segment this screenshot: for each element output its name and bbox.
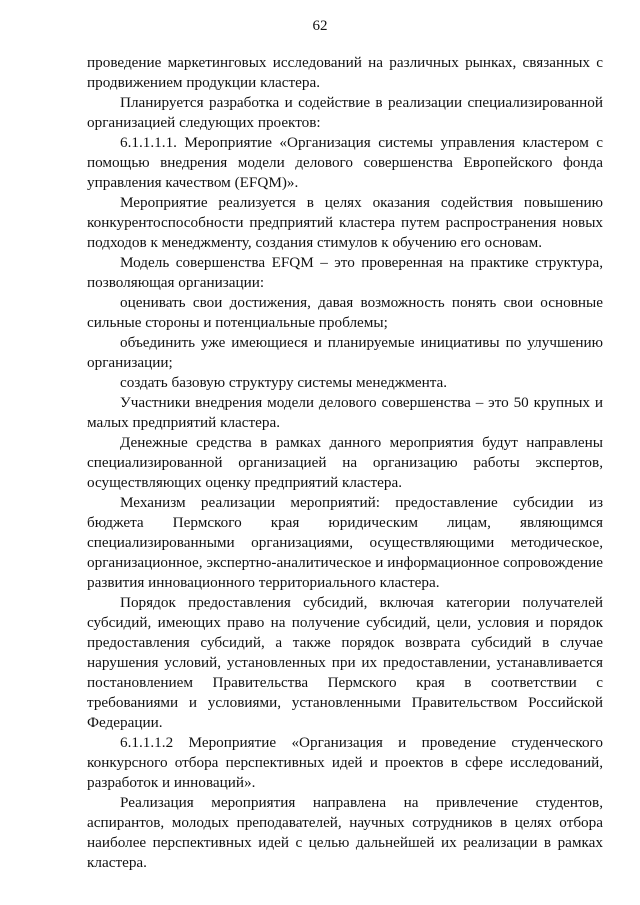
paragraph-item-6-1-1-1-2: 6.1.1.1.2 Мероприятие «Организация и проведение студенческого конкурсного отбора перспективных идей и проектов в сфере исследований, разработок и инноваций». [87,734,603,791]
list-item-combine: объединить уже имеющиеся и планируемые инициативы по улучшению организации; [87,334,603,371]
paragraph-efqm-definition: Модель совершенства EFQM – это проверенная на практике структура, позволяющая организации: [87,254,603,291]
paragraph-participants: Участники внедрения модели делового совершенства – это 50 крупных и малых предприятий кластера. [87,394,603,431]
paragraph-mechanism: Механизм реализации мероприятий: предоставление субсидии из бюджета Пермского края юридическим лицам, являющимся специализированными организациями, осуществляющими методическое, организационное, экспертно-аналитическое и информационное сопровождение развития инновационного территориального кластера. [87,494,603,591]
page-number: 62 [312,18,328,34]
document-body [87,53,603,873]
paragraph-purpose: Мероприятие реализуется в целях оказания содействия повышению конкурентоспособности предприятий кластера путем распространения новых подходов к менеджменту, создания стимулов к обучению его основам. [87,194,603,251]
paragraph-item-6-1-1-1-1: 6.1.1.1.1. Мероприятие «Организация системы управления кластером с помощью внедрения модели делового совершенства Европейского фонда управления качеством (EFQM)». [87,134,603,191]
paragraph-subsidy-procedure: Порядок предоставления субсидий, включая категории получателей субсидий, имеющих право на получение субсидий, цели, условия и порядок предоставления субсидий, а также порядок возврата субсидий в случае нарушения условий, установленных при их предоставлении, устанавливается постановлением Правительства Пермского края в соответствии с требованиями и условиями, установленными Правительством Российской Федерации. [87,594,603,731]
paragraph-implementation: Реализация мероприятия направлена на привлечение студентов, аспирантов, молодых преподавателей, научных сотрудников в целях отбора наиболее перспективных идей с целью дальнейшей их реализации в рамках кластера. [87,794,603,871]
paragraph-funds: Денежные средства в рамках данного мероприятия будут направлены специализированной организацией на организацию работы экспертов, осуществляющих оценку предприятий кластера. [87,434,603,491]
list-item-create: создать базовую структуру системы менеджмента. [120,374,448,391]
paragraph-projects-intro: Планируется разработка и содействие в реализации специализированной организацией следующих проектов: [87,94,603,131]
list-item-evaluate: оценивать свои достижения, давая возможность понять свои основные сильные стороны и потенциальные проблемы; [87,294,603,331]
paragraph-continuation: проведение маркетинговых исследований на различных рынках, связанных с продвижением продукции кластера. [87,54,603,91]
